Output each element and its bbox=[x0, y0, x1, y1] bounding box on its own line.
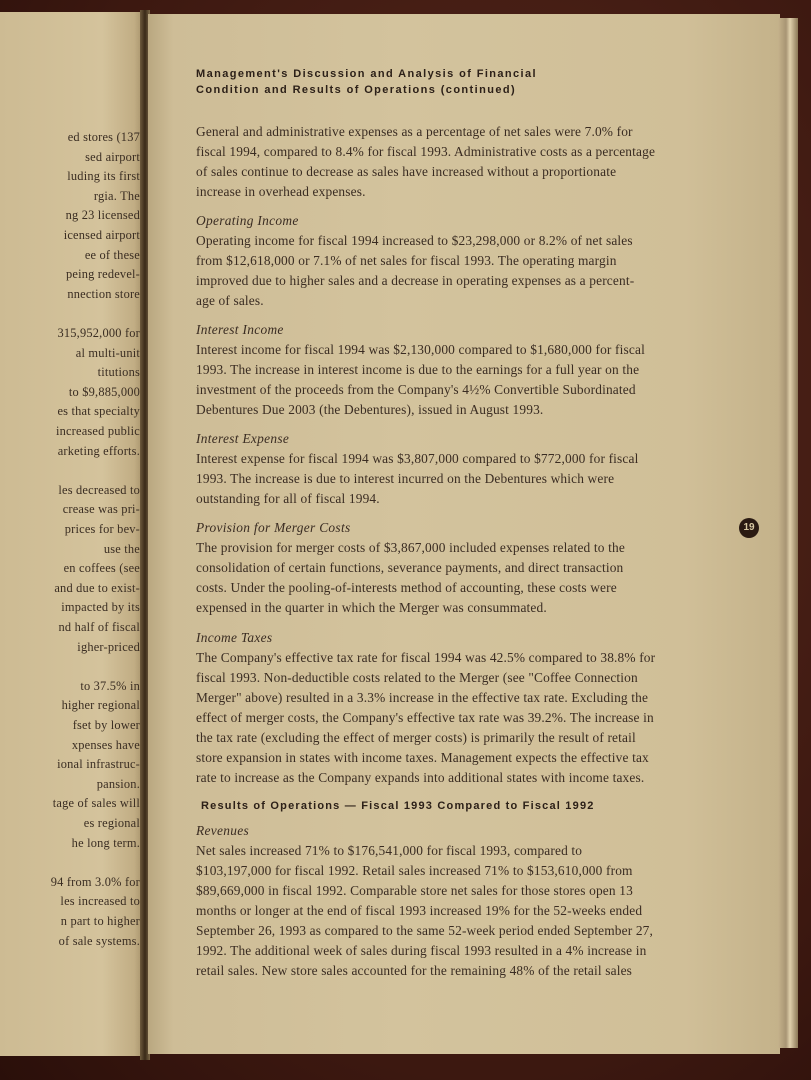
left-page-line: to 37.5% in bbox=[80, 678, 140, 693]
left-page-line: igher-priced bbox=[77, 639, 140, 654]
left-page-line: prices for bev- bbox=[64, 522, 140, 536]
left-page-line: ng 23 licensed bbox=[65, 208, 140, 223]
revenues-line: Net sales increased 71% to $176,541,000 for fiscal 1993, compared to bbox=[196, 843, 583, 858]
section-title-merger-costs: Provision for Merger Costs bbox=[196, 520, 351, 535]
left-page bbox=[0, 12, 146, 1056]
section-title-interest-income: Interest Income bbox=[196, 322, 284, 337]
section-line: from $12,618,000 or 7.1% of net sales for fiscal 1993. The operating margin bbox=[196, 253, 617, 268]
left-page-line: les decreased to bbox=[58, 482, 140, 497]
left-page-line: higher regional bbox=[61, 698, 140, 713]
left-page-line: les increased to bbox=[60, 894, 140, 909]
revenues-line: $89,669,000 in fiscal 1992. Comparable store net sales for those stores open 13 bbox=[196, 883, 633, 898]
section-line: Interest income for fiscal 1994 was $2,130,000 compared to $1,680,000 for fiscal bbox=[196, 342, 645, 357]
left-page-line: ed stores (137 bbox=[67, 130, 140, 144]
revenues-line: months or longer at the end of fiscal 1993 increased 19% for the 52-weeks ended bbox=[196, 903, 643, 918]
left-page-line: es that specialty bbox=[57, 404, 140, 419]
revenues-line: 1992. The additional week of sales during fiscal 1993 resulted in a 4% increase in bbox=[196, 943, 647, 958]
section-line: 1993. The increase in interest income is due to the earnings for a full year on the bbox=[196, 362, 640, 377]
page-header bbox=[196, 66, 537, 98]
revenues-line: retail sales. New store sales accounted for the remaining 48% of the retail sales bbox=[196, 963, 633, 978]
section-line: investment of the proceeds from the Company's 4½% Convertible Subordinated bbox=[196, 382, 636, 397]
section-title-income-taxes: Income Taxes bbox=[196, 630, 273, 645]
left-page-line: nnection store bbox=[67, 286, 140, 301]
left-page-line: use the bbox=[103, 541, 140, 556]
section-title-operating-income: Operating Income bbox=[196, 213, 299, 228]
section-line: consolidation of certain functions, severance payments, and direct transaction bbox=[196, 560, 624, 575]
left-page-line: peing redevel- bbox=[65, 267, 140, 282]
left-page-line: es regional bbox=[83, 816, 140, 830]
left-page-line: and due to exist- bbox=[54, 580, 140, 595]
page-number-badge: 19 bbox=[739, 518, 759, 538]
section-line: store expansion in states with income taxes. Management expects the effective tax bbox=[196, 750, 649, 765]
left-page-line: ee of these bbox=[84, 247, 140, 262]
intro-line: General and administrative expenses as a percentage of net sales were 7.0% for bbox=[196, 124, 633, 139]
left-page-line: titutions bbox=[97, 365, 140, 380]
left-page-line: xpenses have bbox=[71, 737, 140, 752]
revenues-line: $103,197,000 for fiscal 1992. Retail sales increased 71% to $153,610,000 from bbox=[196, 863, 633, 878]
left-page-line: al multi-unit bbox=[75, 345, 140, 360]
intro-line: increase in overhead expenses. bbox=[196, 184, 366, 199]
intro-line: of sales continue to decrease as sales have increased without a proportionate bbox=[196, 164, 617, 179]
section-title-revenues: Revenues bbox=[196, 823, 249, 838]
intro-line: fiscal 1994, compared to 8.4% for fiscal 1993. Administrative costs as a percentage bbox=[196, 144, 656, 159]
left-page-line: nd half of fiscal bbox=[58, 620, 140, 634]
left-page-line: impacted by its bbox=[61, 600, 140, 615]
left-page-line: luding its first bbox=[67, 169, 140, 184]
left-page-line: rgia. The bbox=[93, 188, 140, 203]
left-page-line: fset by lower bbox=[72, 718, 140, 732]
section-line: Debentures Due 2003 (the Debentures), issued in August 1993. bbox=[196, 402, 544, 417]
results-heading: Results of Operations — Fiscal 1993 Compared to Fiscal 1992 bbox=[201, 800, 595, 812]
left-page-line: he long term. bbox=[71, 835, 140, 850]
left-page-line: of sale systems. bbox=[58, 933, 140, 948]
section-line: fiscal 1993. Non-deductible costs related to the Merger (see "Coffee Connection bbox=[196, 670, 638, 685]
left-page-line: sed airport bbox=[85, 149, 140, 164]
left-page-line: to $9,885,000 bbox=[68, 384, 140, 399]
section-line: effect of merger costs, the Company's effective tax rate was 39.2%. The increase in bbox=[196, 710, 654, 725]
header-line-2: Condition and Results of Operations (continued) bbox=[196, 84, 517, 96]
left-page-line: 94 from 3.0% for bbox=[50, 874, 140, 889]
left-page-line: arketing efforts. bbox=[57, 443, 140, 458]
section-line: Interest expense for fiscal 1994 was $3,807,000 compared to $772,000 for fiscal bbox=[196, 451, 639, 466]
section-line: 1993. The increase is due to interest incurred on the Debentures which were bbox=[196, 471, 615, 486]
left-page-line: pansion. bbox=[96, 776, 140, 791]
left-page-line: n part to higher bbox=[60, 914, 140, 928]
left-page-line: increased public bbox=[55, 424, 140, 438]
section-line: outstanding for all of fiscal 1994. bbox=[196, 491, 380, 506]
left-page-line: ional infrastruc- bbox=[57, 757, 140, 772]
section-line: the tax rate (excluding the effect of merger costs) is primarily the result of retail bbox=[196, 730, 636, 745]
section-line: The Company's effective tax rate for fiscal 1994 was 42.5% compared to 38.8% for bbox=[196, 650, 656, 665]
section-line: expensed in the quarter in which the Merger was consummated. bbox=[196, 600, 547, 615]
left-page-line: 315,952,000 for bbox=[57, 326, 140, 340]
left-page-line: icensed airport bbox=[63, 228, 140, 242]
section-line: rate to increase as the Company expands into additional states with income taxes. bbox=[196, 770, 645, 785]
section-line: age of sales. bbox=[196, 293, 264, 308]
section-line: Merger" above) resulted in a 3.3% increase in the effective tax rate. Excluding the bbox=[196, 690, 649, 705]
section-line: costs. Under the pooling-of-interests method of accounting, these costs were bbox=[196, 580, 617, 595]
section-title-interest-expense: Interest Expense bbox=[196, 431, 290, 446]
revenues-line: September 26, 1993 as compared to the same 52-week period ended September 27, bbox=[196, 923, 654, 938]
section-line: The provision for merger costs of $3,867,000 included expenses related to the bbox=[196, 540, 625, 555]
left-page-line: tage of sales will bbox=[52, 796, 140, 811]
section-line: Operating income for fiscal 1994 increased to $23,298,000 or 8.2% of net sales bbox=[196, 233, 633, 248]
header-line-1: Management's Discussion and Analysis of Financial bbox=[196, 68, 537, 80]
left-page-line: en coffees (see bbox=[63, 561, 140, 576]
page-edges bbox=[778, 18, 798, 1048]
section-line: improved due to higher sales and a decrease in operating expenses as a percent- bbox=[196, 273, 635, 288]
left-page-line: crease was pri- bbox=[62, 502, 140, 517]
